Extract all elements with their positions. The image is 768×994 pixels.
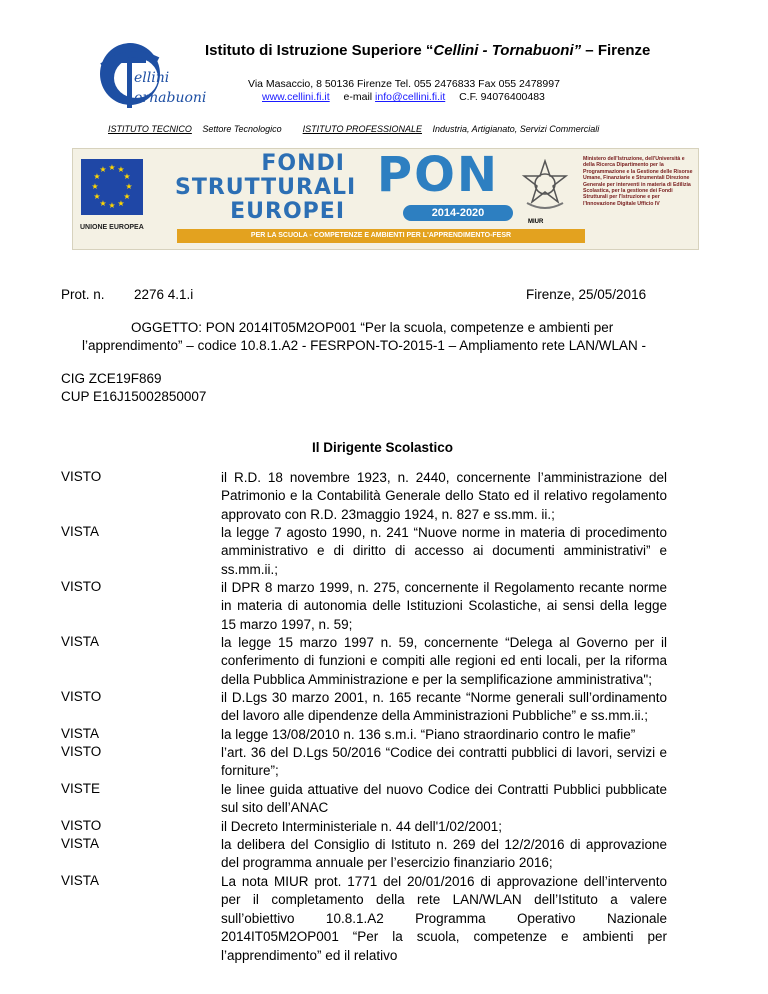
prot-label: Prot. n. xyxy=(61,287,105,302)
subject-line-1: OGGETTO: PON 2014IT05M2OP001 “Per la scuola, competenze e ambienti per xyxy=(131,320,614,335)
institute-title xyxy=(205,42,650,59)
fondi-line-3: EUROPEI xyxy=(230,199,345,224)
prot-number: 2276 4.1.i xyxy=(134,287,194,302)
website-link[interactable]: www.cellini.fi.it xyxy=(262,91,330,103)
clause-label: VISTE xyxy=(61,781,101,796)
cup-code: CUP E16J15002850007 xyxy=(61,389,207,404)
professionale-desc: Industria, Artigianato, Servizi Commerciali xyxy=(432,124,600,134)
subject-line-2: l’apprendimento” – codice 10.8.1.A2 - FESRPON-TO-2015-1 – Ampliamento rete LAN/WLAN - xyxy=(82,338,647,353)
clause-text: la legge 13/08/2010 n. 136 s.m.i. “Piano straordinario contro le mafie” xyxy=(221,727,636,742)
svg-text:★: ★ xyxy=(99,199,107,208)
title-prefix: Istituto di Istruzione Superiore “ xyxy=(205,42,434,59)
miur-label: MIUR xyxy=(528,219,544,225)
clause-label: VISTO xyxy=(61,744,102,759)
clause-label: VISTO xyxy=(61,469,102,484)
clause-text: la legge 15 marzo 1997 n. 59, concernente “Delega al Governo per il conferimento di funzioni e compiti alle regioni ed enti locali, per la riforma della Pubblica Amministrazione e per la semplificazione amministrativa"; xyxy=(221,635,667,687)
clause-text: il D.Lgs 30 marzo 2001, n. 165 recante “Norme generali sull’ordinamento del lavoro alle dipendenze della Amministrazioni Pubbliche” e ss.mm.ii.; xyxy=(221,690,667,724)
svg-text:★: ★ xyxy=(117,165,125,174)
ministero-text: Ministero dell'Istruzione, dell'Università e della Ricerca Dipartimento per la Programmazione e la Gestione delle Risorse Umane, Finanziarie e Strumentali Direzione Generale per interventi in materia di Edilizia Scolastica, per la gestione dei Fondi Strutturali per l'Istruzione e per l'Innovazione Digitale Ufficio IV xyxy=(583,156,693,207)
fiscal-code: C.F. 94076400483 xyxy=(459,91,545,103)
school-logo xyxy=(96,40,208,118)
clause-text: il R.D. 18 novembre 1923, n. 2440, concernente l’amministrazione del Patrimonio e la Contabilità Generale dello Stato ed il relativo regolamento approvato con R.D. 23maggio 1924, n. 827 e ss.mm. ii.; xyxy=(221,470,667,522)
contacts-line xyxy=(262,91,545,103)
clause-text: la delibera del Consiglio di Istituto n. 269 del 12/2/2016 di approvazione del programma annuale per l’esercizio finanziario 2016; xyxy=(221,837,667,871)
clause-text: l’art. 36 del D.Lgs 50/2016 “Codice dei contratti pubblici di lavori, servizi e forniture”; xyxy=(221,745,667,779)
professionale-label: ISTITUTO PROFESSIONALE xyxy=(302,124,422,134)
clause-label: VISTO xyxy=(61,579,102,594)
tecnico-desc: Settore Tecnologico xyxy=(202,124,282,134)
clause-label: VISTA xyxy=(61,726,100,741)
institute-types xyxy=(108,124,599,134)
svg-text:★: ★ xyxy=(117,199,125,208)
svg-text:★: ★ xyxy=(123,192,131,201)
svg-text:★: ★ xyxy=(99,165,107,174)
clause-label: VISTA xyxy=(61,634,100,649)
tecnico-label: ISTITUTO TECNICO xyxy=(108,124,192,134)
svg-text:★: ★ xyxy=(91,182,99,191)
clause-label: VISTA xyxy=(61,524,100,539)
title-suffix: – Firenze xyxy=(581,42,651,59)
italian-republic-emblem-icon xyxy=(521,159,569,211)
svg-text:★: ★ xyxy=(108,201,116,210)
svg-text:★: ★ xyxy=(93,172,101,181)
email-link[interactable]: info@cellini.fi.it xyxy=(375,91,446,103)
svg-text:★: ★ xyxy=(108,163,116,172)
fondi-line-1: FONDI xyxy=(261,151,345,176)
banner-strip: PER LA SCUOLA - COMPETENZE E AMBIENTI PER L'APPRENDIMENTO-FESR xyxy=(177,229,585,243)
pon-years-badge: 2014-2020 xyxy=(403,205,513,221)
pon-logo-text: PON xyxy=(376,148,500,203)
logo-text-tornabuoni: ornabuoni xyxy=(134,90,207,106)
svg-text:★: ★ xyxy=(123,172,131,181)
clause-label: VISTA xyxy=(61,836,100,851)
address-line: Via Masaccio, 8 50136 Firenze Tel. 055 2476833 Fax 055 2478997 xyxy=(248,78,560,90)
clause-text: la legge 7 agosto 1990, n. 241 “Nuove norme in materia di procedimento amministrativo e di diritto di accesso ai documenti amministrativi” e ss.mm.ii.; xyxy=(221,525,667,577)
clause-text: La nota MIUR prot. 1771 del 20/01/2016 di approvazione dell’intervento per il completamento della rete LAN/WLAN dell’Istituto a valere sull’obiettivo 10.8.1.A2 Programma Operativo Nazionale 2014IT05M2OP001 “Per la scuola, competenze e ambienti per l’apprendimento” ed il relativo xyxy=(221,874,667,963)
svg-text:★: ★ xyxy=(93,192,101,201)
title-name: Cellini - Tornabuoni” xyxy=(433,42,582,59)
eu-label: UNIONE EUROPEA xyxy=(80,224,144,231)
eu-flag-icon xyxy=(81,159,143,215)
clause-text: il Decreto Interministeriale n. 44 dell'1/02/2001; xyxy=(221,819,502,834)
clause-label: VISTO xyxy=(61,818,102,833)
email-label: e-mail xyxy=(343,91,373,103)
cig-code: CIG ZCE19F869 xyxy=(61,371,162,386)
pon-banner xyxy=(72,148,699,250)
fondi-strutturali-text xyxy=(175,151,357,224)
fondi-line-2: STRUTTURALI xyxy=(175,175,357,200)
svg-text:★: ★ xyxy=(125,182,133,191)
place-date: Firenze, 25/05/2016 xyxy=(526,287,647,302)
section-heading: Il Dirigente Scolastico xyxy=(312,440,454,455)
logo-text-cellini: ellini xyxy=(134,70,170,86)
clause-label: VISTO xyxy=(61,689,102,704)
clause-text: le linee guida attuative del nuovo Codice dei Contratti Pubblici pubblicate sul sito dell’ANAC xyxy=(221,782,667,816)
clause-label: VISTA xyxy=(61,873,100,888)
clause-text: il DPR 8 marzo 1999, n. 275, concernente il Regolamento recante norme in materia di autonomia delle Istituzioni Scolastiche, ai sensi della legge 15 marzo 1997, n. 59; xyxy=(221,580,667,632)
